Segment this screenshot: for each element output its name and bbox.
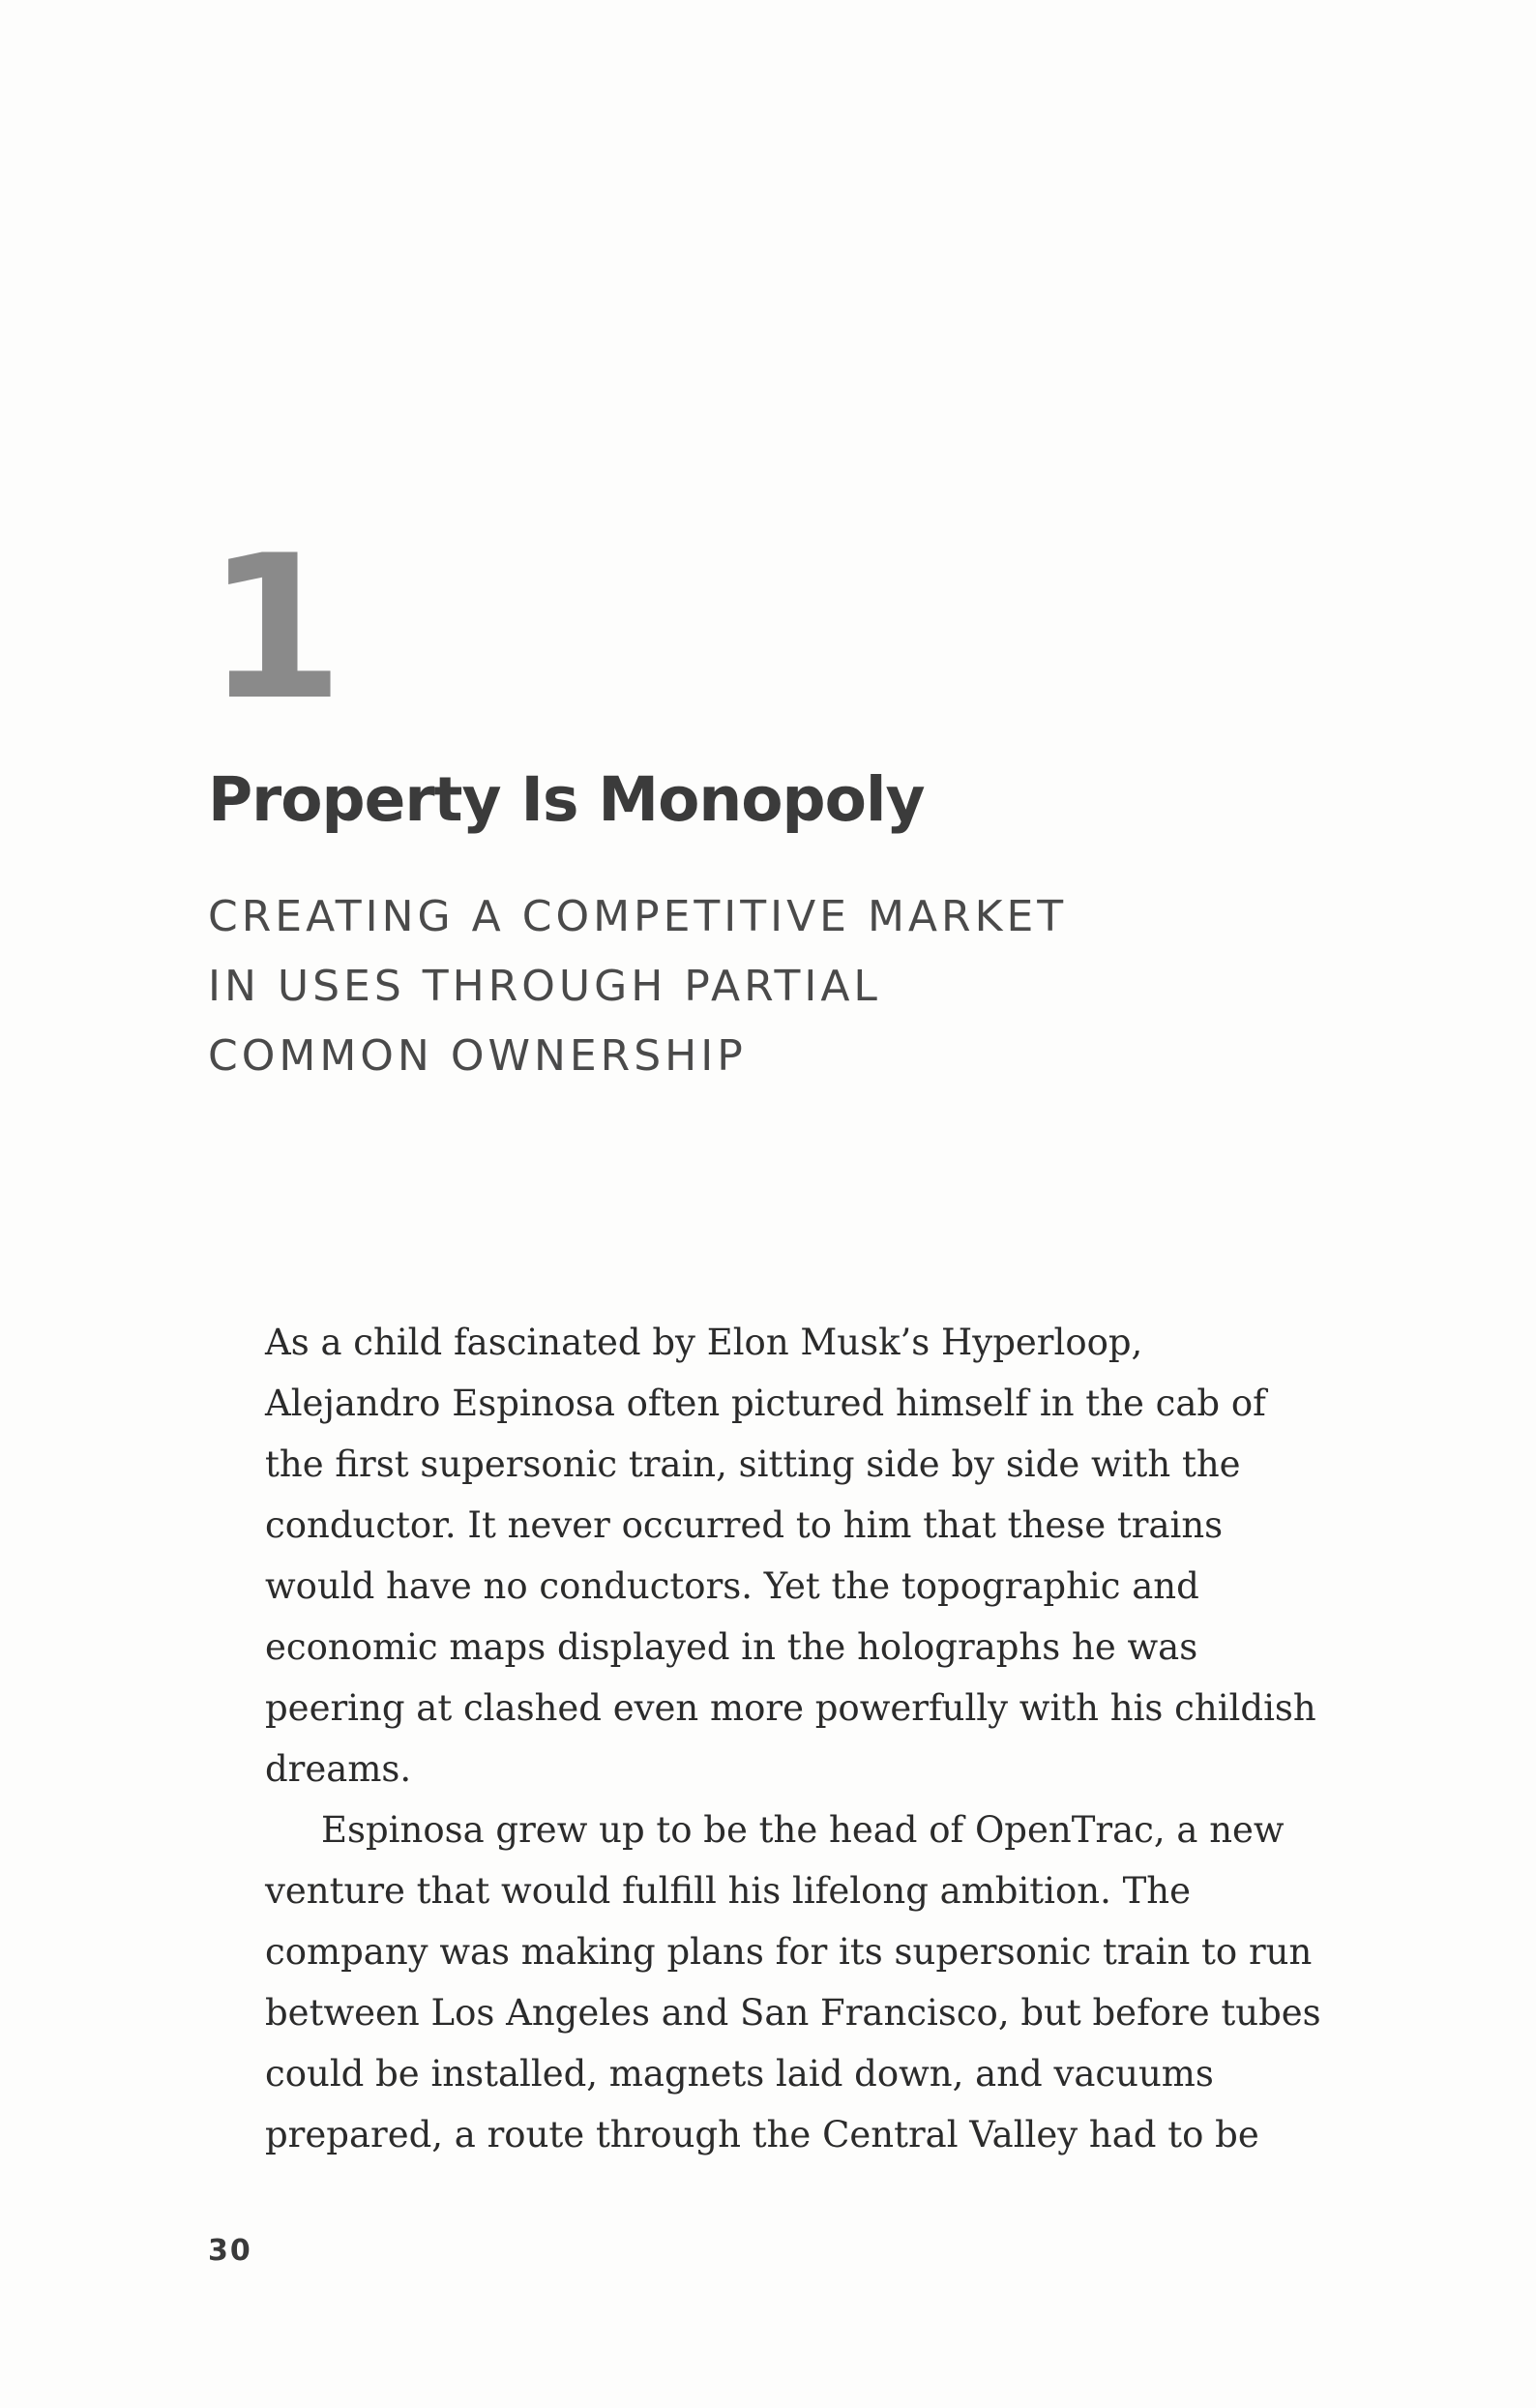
body-text bbox=[265, 1312, 1339, 2165]
paragraph-1-line: Alejandro Espinosa often pictured himself in the cab of bbox=[265, 1382, 1266, 1424]
page-number: 30 bbox=[208, 2234, 252, 2268]
paragraph-1-line: the first supersonic train, sitting side by side with the bbox=[265, 1443, 1241, 1485]
subtitle-line: IN USES THROUGH PARTIAL bbox=[208, 962, 881, 1011]
subtitle-line: CREATING A COMPETITIVE MARKET bbox=[208, 892, 1068, 941]
paragraph-1-line: As a child fascinated by Elon Musk’s Hyperloop, bbox=[265, 1322, 1143, 1363]
paragraph-1-line: peering at clashed even more powerfully with his childish bbox=[265, 1687, 1316, 1729]
paragraph-2-line: could be installed, magnets laid down, and vacuums bbox=[265, 2053, 1214, 2095]
chapter-title: Property Is Monopoly bbox=[208, 764, 925, 835]
paragraph-1-line: dreams. bbox=[265, 1748, 412, 1790]
subtitle-line: COMMON OWNERSHIP bbox=[208, 1031, 747, 1081]
paragraph-2-line: company was making plans for its supersonic train to run bbox=[265, 1931, 1313, 1973]
chapter-subtitle bbox=[208, 882, 1369, 1091]
paragraph-1-line: would have no conductors. Yet the topographic and bbox=[265, 1565, 1199, 1607]
chapter-number: 1 bbox=[206, 514, 340, 744]
paragraph-2-line: venture that would fulfill his lifelong ambition. The bbox=[265, 1870, 1192, 1912]
paragraph-2-line: prepared, a route through the Central Valley had to be bbox=[265, 2114, 1259, 2155]
paragraph-1-line: economic maps displayed in the holographs he was bbox=[265, 1626, 1198, 1668]
paragraph-2-line: Espinosa grew up to be the head of OpenTrac, a new bbox=[321, 1809, 1285, 1851]
paragraph-2-line: between Los Angeles and San Francisco, but before tubes bbox=[265, 1992, 1321, 2034]
paragraph-1-line: conductor. It never occurred to him that these trains bbox=[265, 1504, 1224, 1546]
